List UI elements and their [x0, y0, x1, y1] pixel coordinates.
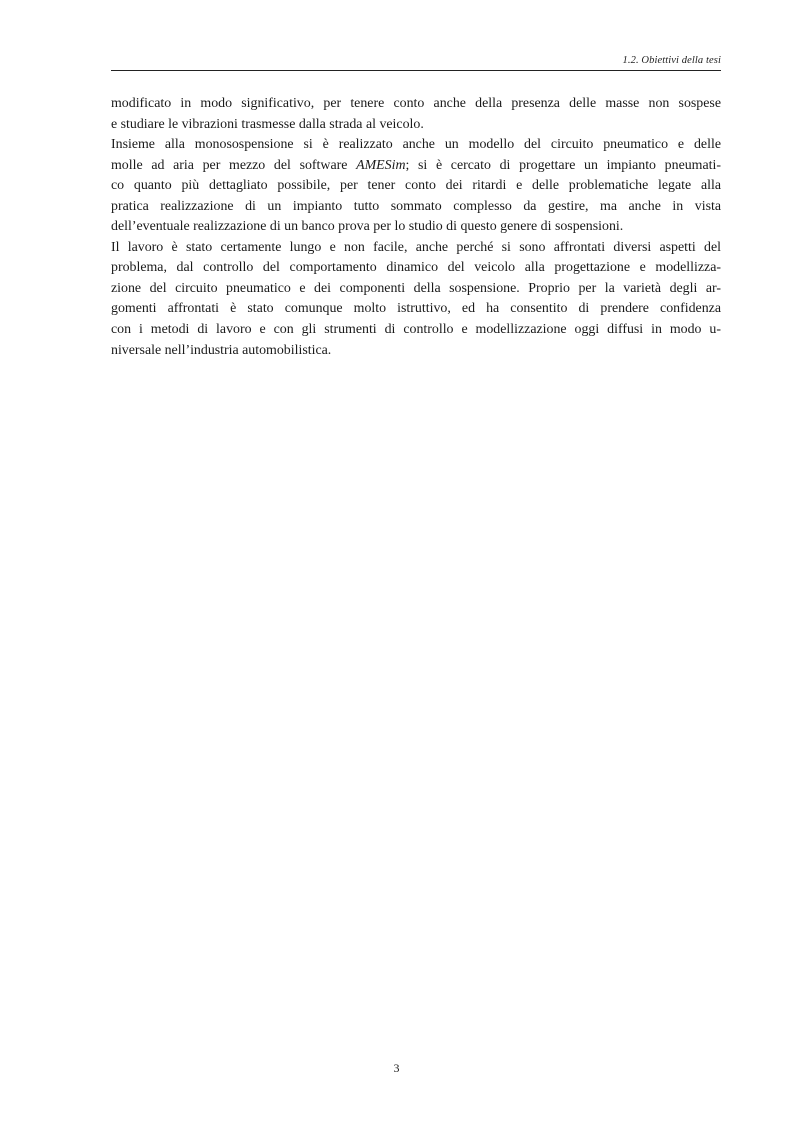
text-line-with-software-name: [111, 156, 721, 177]
text-segment: molle ad aria per mezzo del software: [111, 157, 357, 173]
text-line: problema, dal controllo del comportamento dinamico del veicolo alla progettazione e modellizza-: [111, 260, 721, 276]
text-line: modificato in modo significativo, per tenere conto anche della presenza delle masse non sospese: [111, 96, 721, 111]
text-line: Il lavoro è stato certamente lungo e non facile, anche perché si sono affrontati diversi aspetti del: [111, 239, 721, 255]
text-line: dell’eventuale realizzazione di un banco prova per lo studio di questo genere di sospensioni.: [111, 219, 624, 235]
text-line: con i metodi di lavoro e con gli strumenti di controllo e modellizzazione oggi diffusi in modo u-: [111, 322, 721, 338]
paragraph-1: [111, 94, 721, 135]
paragraph-2: [111, 135, 721, 238]
running-header: 1.2. Obiettivi della tesi: [622, 55, 721, 66]
text-segment: ; si è cercato di progettare un impianto pneumati-: [405, 157, 721, 173]
text-line: e studiare le vibrazioni trasmesse dalla strada al veicolo.: [111, 116, 424, 132]
paragraph-3: [111, 238, 721, 361]
text-line: niversale nell’industria automobilistica.: [111, 342, 332, 358]
body-text: [111, 94, 721, 361]
text-line: pratica realizzazione di un impianto tutto sommato complesso da gestire, ma anche in vista: [111, 198, 721, 214]
text-line: gomenti affrontati è stato comunque molto istruttivo, ed ha consentito di prendere confidenza: [111, 301, 721, 317]
text-line: zione del circuito pneumatico e dei componenti della sospensione. Proprio per la varietà degli ar-: [111, 280, 721, 296]
page-number: 3: [393, 1061, 400, 1075]
software-name: AMESim: [356, 157, 406, 173]
header-rule: [111, 70, 721, 71]
text-line: Insieme alla monosospensione si è realizzato anche un modello del circuito pneumatico e delle: [111, 137, 721, 153]
text-line: co quanto più dettagliato possibile, per tener conto dei ritardi e delle problematiche legate alla: [111, 178, 721, 194]
